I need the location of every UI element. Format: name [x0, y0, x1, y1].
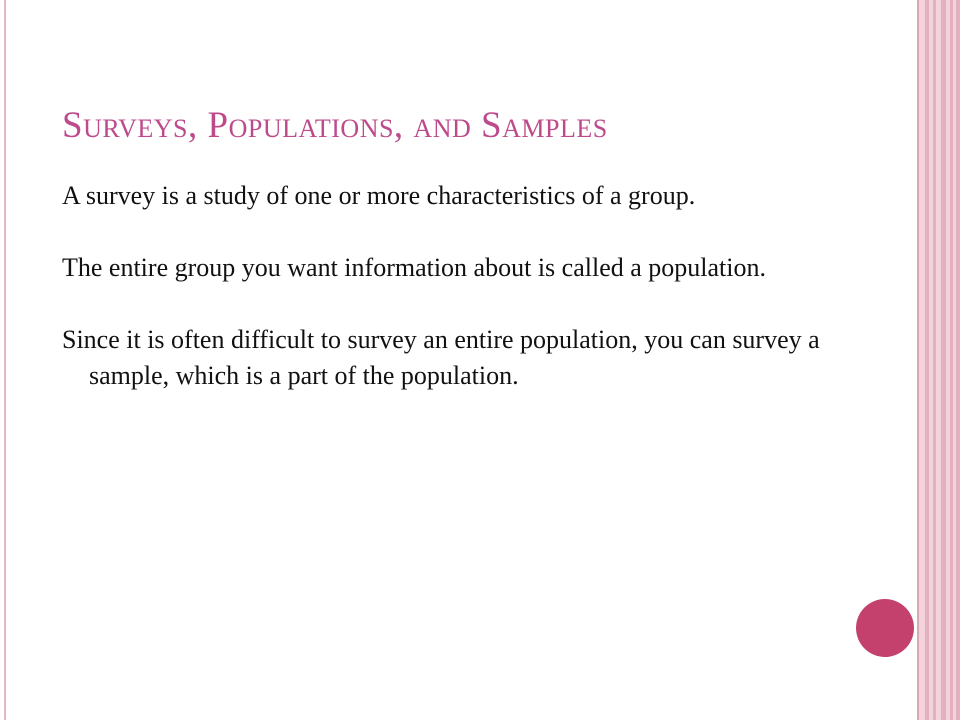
- left-border-line: [4, 0, 6, 720]
- slide-body: [62, 178, 842, 394]
- decorative-stripes: [919, 0, 960, 720]
- paragraph-population-definition: The entire group you want information about is called a population.: [62, 253, 766, 282]
- paragraph-survey-definition: A survey is a study of one or more characteristics of a group.: [62, 181, 696, 210]
- slide-title: Surveys, Populations, and Samples: [62, 105, 608, 146]
- paragraph-sample-definition: Since it is often difficult to survey an entire population, you can survey a sample, which is a part of the population.: [62, 325, 820, 390]
- decorative-circle: [856, 599, 914, 657]
